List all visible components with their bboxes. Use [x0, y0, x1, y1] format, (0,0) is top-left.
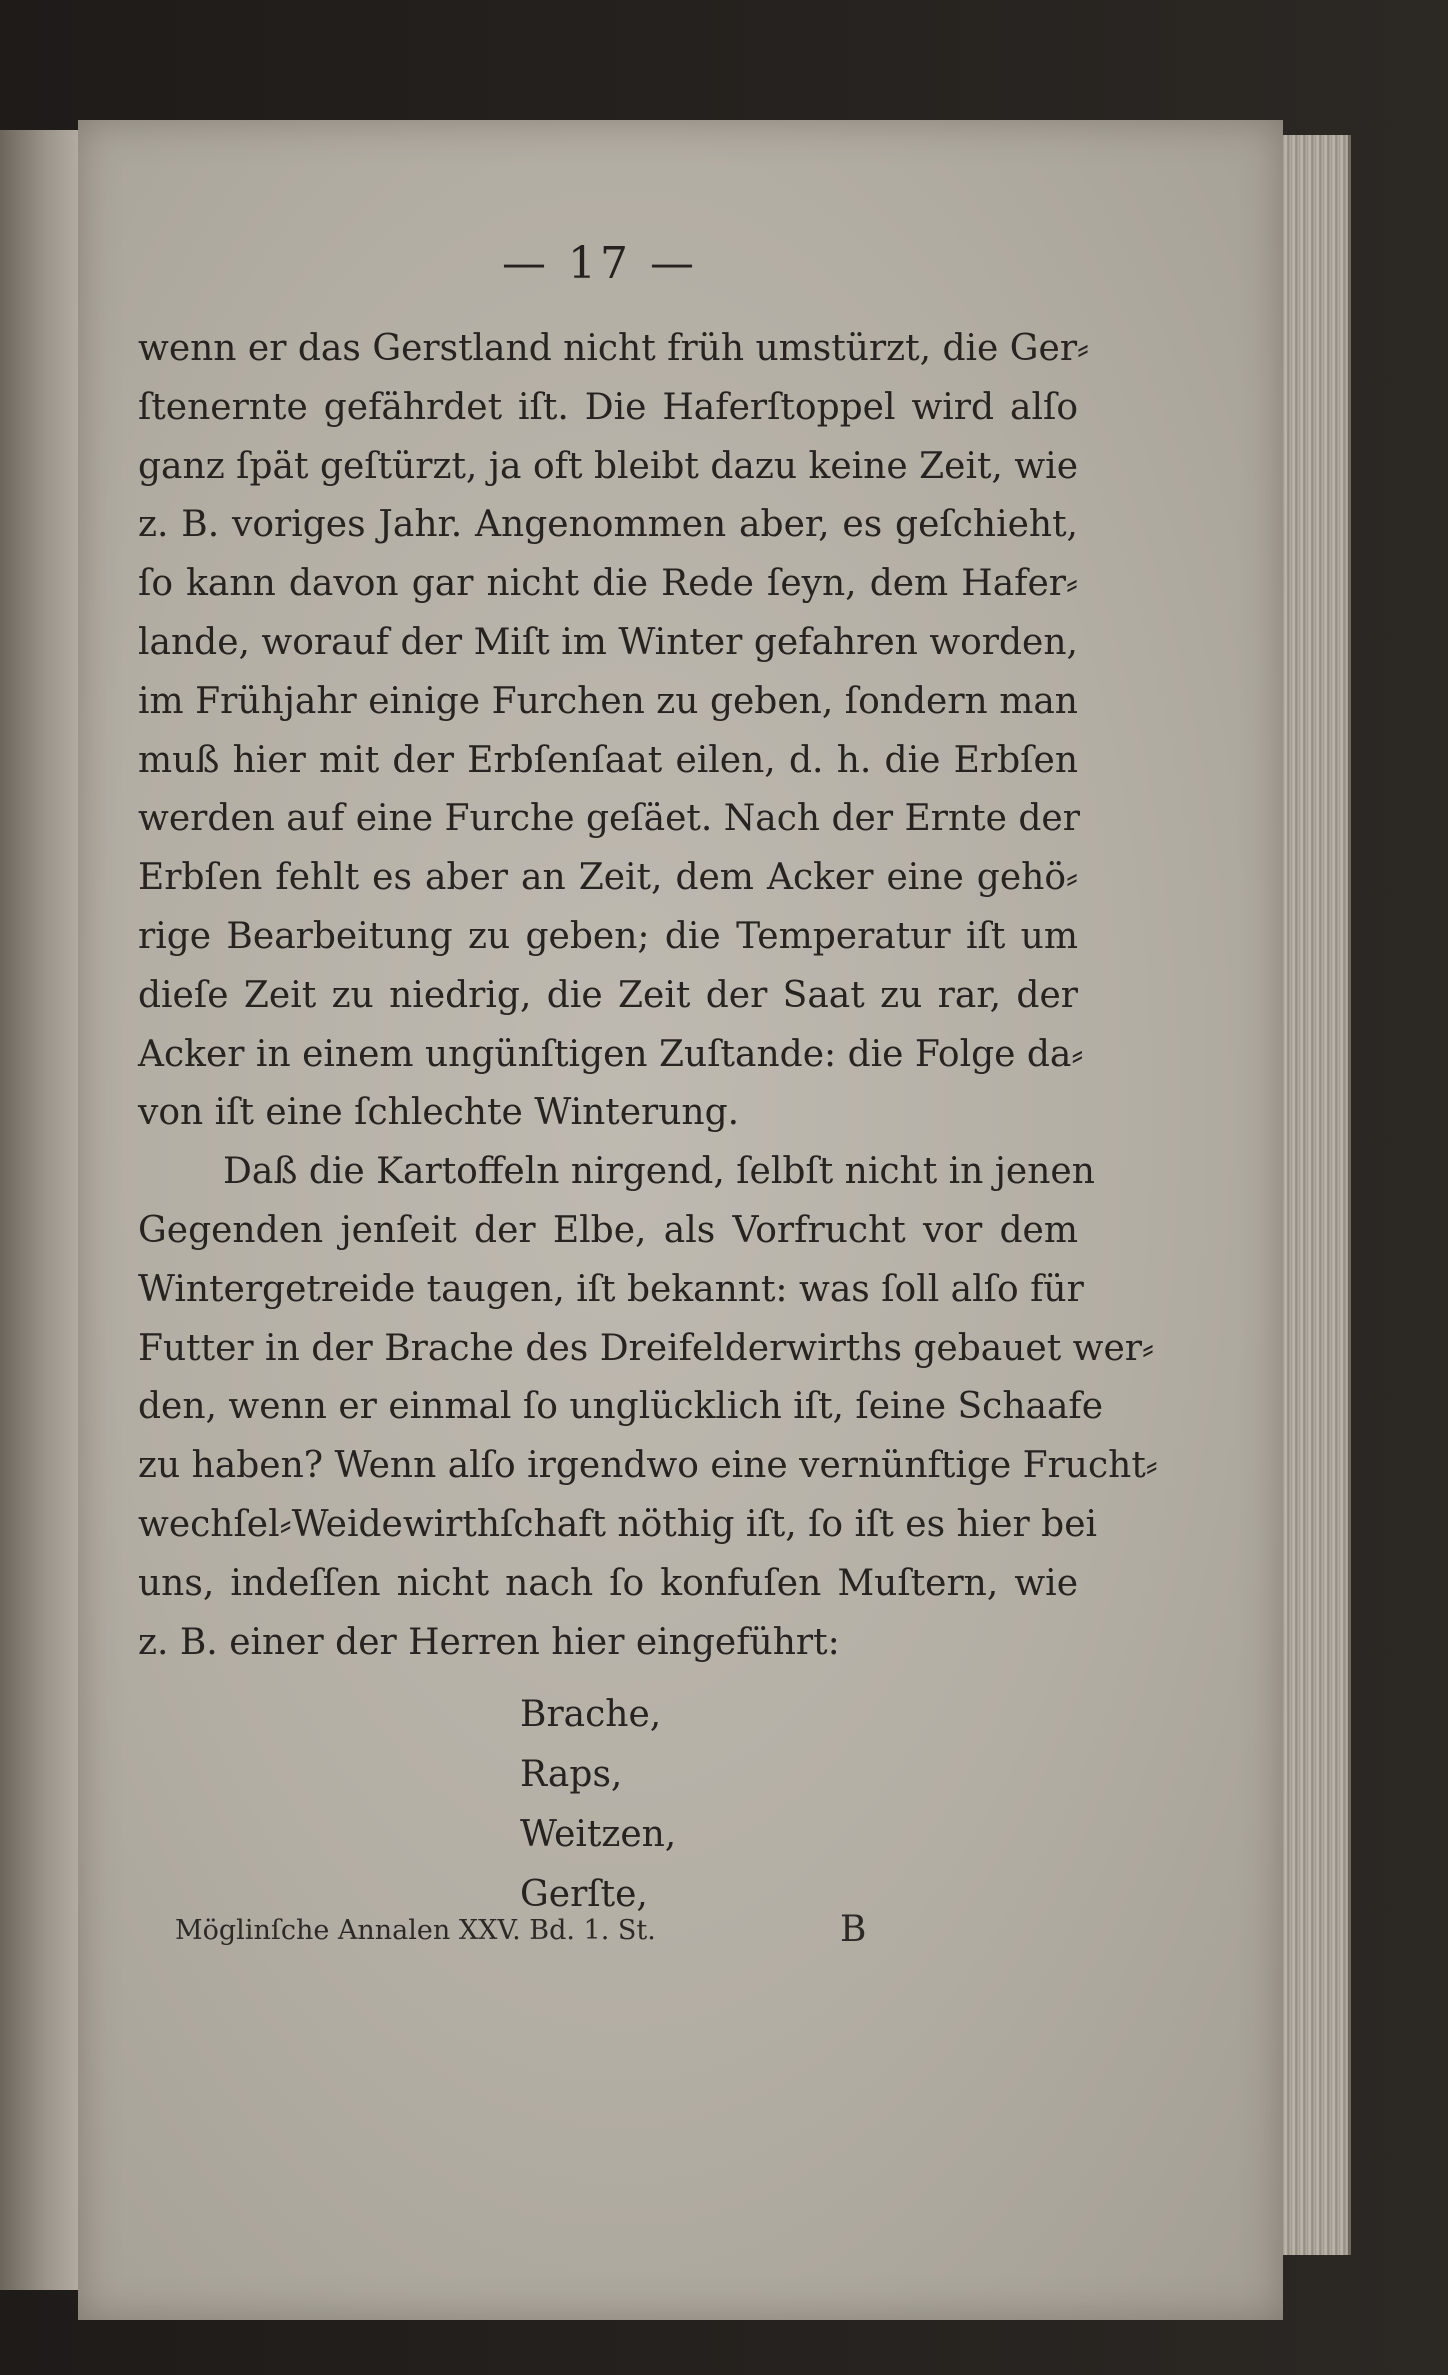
text-line: rige Bearbeitung zu geben; die Temperatur iſt um — [138, 915, 1078, 957]
list-item: Weitzen, — [520, 1814, 677, 1855]
text-line: werden auf eine Furche geſäet. Nach der Ernte der — [138, 798, 1080, 840]
text-line: dieſe Zeit zu niedrig, die Zeit der Saat zu rar, der — [138, 974, 1078, 1016]
text-line: z. B. einer der Herren hier eingeführt: — [138, 1621, 840, 1663]
text-line: Gegenden jenſeit der Elbe, als Vorfrucht vor dem — [138, 1209, 1078, 1251]
list-item: Gerſte, — [520, 1874, 648, 1915]
text-line: Erbſen fehlt es aber an Zeit, dem Acker eine gehö⸗ — [138, 857, 1078, 899]
text-line: im Frühjahr einige Furchen zu geben, ſondern man — [138, 680, 1078, 722]
text-line: zu haben? Wenn alſo irgendwo eine vernünftige Frucht⸗ — [138, 1445, 1158, 1487]
footer-title: Möglinſche Annalen XXV. Bd. 1. St. — [175, 1915, 656, 1946]
text-line: muß hier mit der Erbſenſaat eilen, d. h. die Erbſen — [138, 739, 1078, 781]
list-item: Raps, — [520, 1754, 623, 1795]
text-line: Acker in einem ungünſtigen Zuſtande: die Folge da⸗ — [138, 1033, 1084, 1075]
text-line: Futter in der Brache des Dreifelderwirths gebauet wer⸗ — [138, 1327, 1154, 1369]
body-text — [138, 320, 1158, 1672]
paragraph-start-line: Daß die Kartoffeln nirgend, ſelbſt nicht in jenen — [223, 1151, 1095, 1193]
text-line: ſo kann davon gar nicht die Rede ſeyn, dem Hafer⸗ — [138, 563, 1078, 605]
text-line: ſtenernte gefährdet iſt. Die Haferſtoppel wird alſo — [138, 386, 1078, 428]
signature-mark: B — [840, 1909, 867, 1950]
text-line: den, wenn er einmal ſo unglücklich iſt, ſeine Schaafe — [138, 1386, 1104, 1428]
text-line: von iſt eine ſchlechte Winterung. — [138, 1092, 740, 1134]
list-item: Brache, — [520, 1694, 662, 1735]
text-line: ganz ſpät geſtürzt, ja oft bleibt dazu keine Zeit, wie — [138, 445, 1078, 487]
text-line: wenn er das Gerstland nicht früh umstürzt, die Ger⸗ — [138, 328, 1090, 369]
text-line: lande, worauf der Miſt im Winter gefahren worden, — [138, 621, 1078, 663]
crop-rotation-list — [520, 1685, 676, 1925]
footer-signature-line — [175, 1909, 1045, 1965]
page-number: — 17 — — [502, 238, 698, 289]
text-line: uns, indeſſen nicht nach ſo konfuſen Muſtern, wie — [138, 1562, 1078, 1604]
text-line: wechſel⸗Weidewirthſchaft nöthig iſt, ſo iſt es hier bei — [138, 1503, 1098, 1545]
text-line: Wintergetreide taugen, iſt bekannt: was ſoll alſo für — [138, 1268, 1084, 1310]
left-page-edge — [0, 130, 80, 2290]
page-stack-edge — [1283, 135, 1351, 2255]
text-line: z. B. voriges Jahr. Angenommen aber, es geſchieht, — [138, 504, 1078, 546]
